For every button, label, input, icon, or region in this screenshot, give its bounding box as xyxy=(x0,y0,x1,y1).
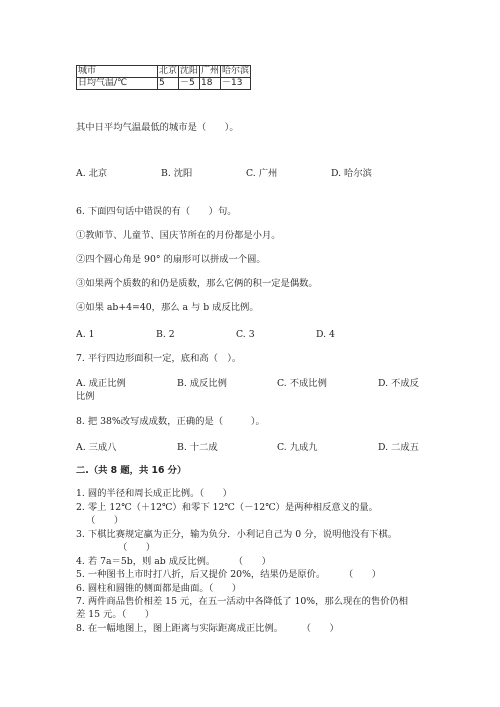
table-cell: 18 xyxy=(200,78,221,90)
option-d[interactable]: D. 哈尔滨 xyxy=(331,168,372,179)
option-d[interactable]: D. 不成反 xyxy=(378,378,419,389)
table-cell: 沈阳 xyxy=(180,66,199,76)
judgement-item: 8. 在一幅地图上，图上距离与实际距离成正比例。 （ ） xyxy=(76,623,339,634)
answer-blank[interactable]: （ ） xyxy=(86,515,124,526)
option-b[interactable]: B. 十二成 xyxy=(177,442,218,453)
option-d[interactable]: D. 二成五 xyxy=(378,442,419,453)
judgement-item: 2. 零上 12℃（＋12℃）和零下 12℃（－12℃）是两种相反意义的量。 xyxy=(76,502,378,513)
option-a[interactable]: A. 成正比例 xyxy=(76,378,126,389)
temperature-table xyxy=(76,65,251,90)
table-cell: 城市 xyxy=(77,66,158,78)
table-cell: 哈尔滨 xyxy=(222,66,250,76)
question-stem: 7. 平行四边形面积一定，底和高（ ）。 xyxy=(76,353,242,364)
option-d[interactable]: D. 4 xyxy=(316,329,335,340)
table-cell: 5 xyxy=(158,78,179,90)
table-cell: 北京 xyxy=(159,66,178,76)
statement-item: ②四个圆心角是 90° 的扇形可以拼成一个圆。 xyxy=(76,254,266,265)
option-a[interactable]: A. 北京 xyxy=(76,168,108,179)
table-row xyxy=(77,78,251,90)
judgement-item: 6. 圆柱和圆锥的侧面都是曲面。（ ） xyxy=(76,583,242,594)
question-stem: 8. 把 38%改写成成数，正确的是（ ）。 xyxy=(76,416,265,427)
option-a[interactable]: A. 三成八 xyxy=(76,442,117,453)
answer-blank[interactable]: （ ） xyxy=(118,542,156,553)
judgement-item: 1. 圆的半径和周长成正比例。（ ） xyxy=(76,488,232,499)
table-cell: 日均气温/℃ xyxy=(77,78,158,90)
option-c[interactable]: C. 九成九 xyxy=(277,442,318,453)
section-title: 二.（共 8 题，共 16 分） xyxy=(76,465,187,476)
table-cell: －5 xyxy=(179,78,200,90)
option-c[interactable]: C. 3 xyxy=(236,329,255,340)
table-row xyxy=(77,66,251,78)
question-stem: 其中日平均气温最低的城市是（ ）。 xyxy=(76,122,239,133)
table-cell: 广州 xyxy=(201,66,220,76)
question-stem: 6. 下面四句话中错误的有（ ）句。 xyxy=(76,206,237,217)
judgement-item: 4. 若 7a＝5b，则 ab 成反比例。 （ ） xyxy=(76,556,271,567)
option-c[interactable]: C. 不成比例 xyxy=(277,378,327,389)
judgement-item-continuation: 差 15 元。（ ） xyxy=(76,609,155,620)
judgement-item: 7. 两件商品售价相差 15 元，在五一活动中各降低了 10%，那么现在的售价仍相 xyxy=(76,596,409,607)
option-b[interactable]: B. 2 xyxy=(156,329,175,340)
option-b[interactable]: B. 沈阳 xyxy=(161,168,193,179)
judgement-item: 5. 一种图书上市时打八折，后又提价 20%，结果仍是原价。 （ ） xyxy=(76,569,382,580)
option-d-continuation: 比例 xyxy=(76,391,95,402)
table-cell: －13 xyxy=(221,78,251,90)
judgement-item: 3. 下棋比赛规定赢为正分，输为负分．小利记自己为 0 分，说明他没有下棋。 xyxy=(76,529,398,540)
statement-item: ④如果 ab+4=40，那么 a 与 b 成反比例。 xyxy=(76,302,259,313)
option-c[interactable]: C. 广州 xyxy=(246,168,278,179)
option-a[interactable]: A. 1 xyxy=(76,329,95,340)
option-b[interactable]: B. 成反比例 xyxy=(177,378,227,389)
statement-item: ③如果两个质数的和仍是质数，那么它俩的积一定是偶数。 xyxy=(76,278,318,289)
statement-item: ①教师节、儿童节、国庆节所在的月份都是小月。 xyxy=(76,230,281,241)
